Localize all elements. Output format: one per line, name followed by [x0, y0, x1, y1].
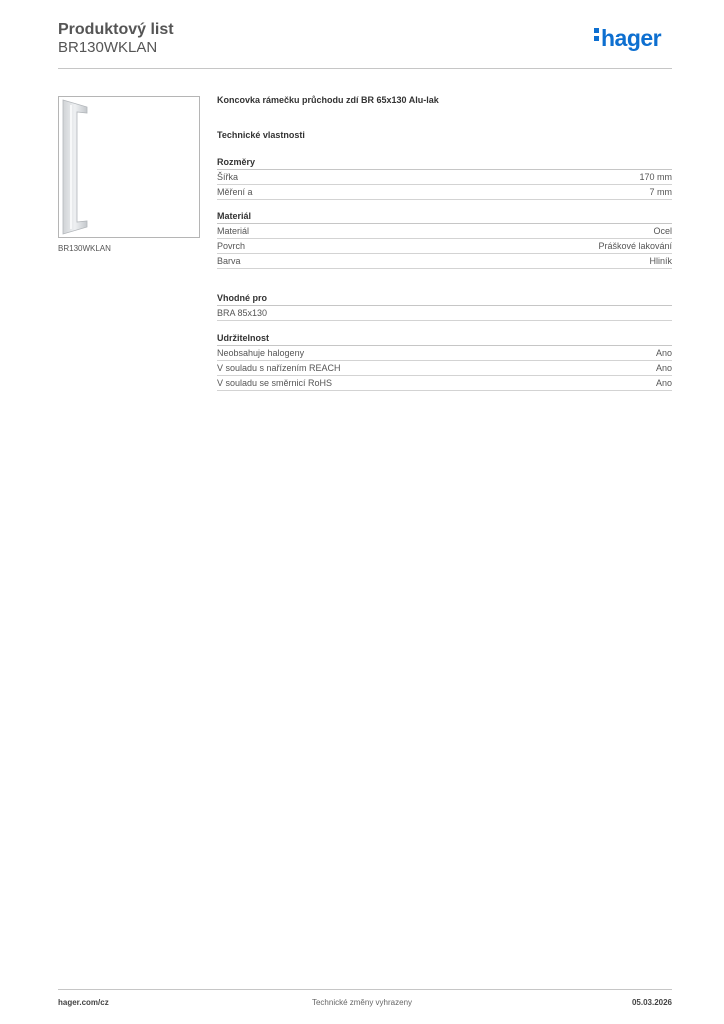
property-value: Ano [655, 378, 672, 388]
section-sustainability [217, 332, 672, 391]
section-title: Materiál [217, 210, 672, 224]
technical-properties-title: Technické vlastnosti [217, 130, 305, 140]
product-image [58, 96, 200, 238]
property-row [217, 185, 672, 200]
logo-colon-icon [594, 28, 601, 44]
property-label: Barva [217, 256, 241, 266]
wall-frame-end-piece-icon [59, 97, 199, 237]
property-label: Povrch [217, 241, 246, 251]
section-material [217, 210, 672, 269]
footer-notice: Technické změny vyhrazeny [311, 998, 413, 1007]
property-label: BRA 85x130 [217, 308, 268, 318]
property-row [217, 306, 672, 321]
property-label: Měření a [217, 187, 253, 197]
property-row [217, 376, 672, 391]
logo-text: hager [601, 25, 662, 51]
footer-divider [58, 989, 672, 990]
property-label: Šířka [217, 172, 239, 182]
section-dimensions [217, 156, 672, 200]
property-row [217, 239, 672, 254]
property-row [217, 346, 672, 361]
property-value: Ocel [653, 226, 672, 236]
footer-website-link[interactable]: hager.com/cz [58, 998, 109, 1007]
section-suitable-for [217, 292, 672, 321]
property-row [217, 170, 672, 185]
product-details [217, 95, 672, 391]
section-title: Vhodné pro [217, 292, 672, 306]
product-code: BR130WKLAN [58, 39, 158, 56]
property-value: 170 mm [639, 172, 672, 182]
section-title: Rozměry [217, 156, 672, 170]
footer-date: 05.03.2026 [631, 998, 672, 1007]
property-value: Ano [655, 363, 672, 373]
header-divider [58, 68, 672, 69]
section-title: Udržitelnost [217, 332, 672, 346]
property-value: Hliník [649, 256, 672, 266]
property-label: V souladu se směrnicí RoHS [217, 378, 333, 388]
property-row [217, 224, 672, 239]
property-label: V souladu s nařízením REACH [217, 363, 341, 373]
property-value: Ano [655, 348, 672, 358]
property-label: Materiál [217, 226, 250, 236]
property-value: Práškové lakování [598, 241, 672, 251]
page-title: Produktový list [58, 21, 174, 38]
hager-logo[interactable] [594, 27, 661, 50]
image-caption: BR130WKLAN [58, 244, 111, 253]
property-label: Neobsahuje halogeny [217, 348, 305, 358]
property-row [217, 361, 672, 376]
product-description: Koncovka rámečku průchodu zdí BR 65x130 Alu-lak [217, 95, 439, 105]
property-row [217, 254, 672, 269]
property-value: 7 mm [649, 187, 672, 197]
